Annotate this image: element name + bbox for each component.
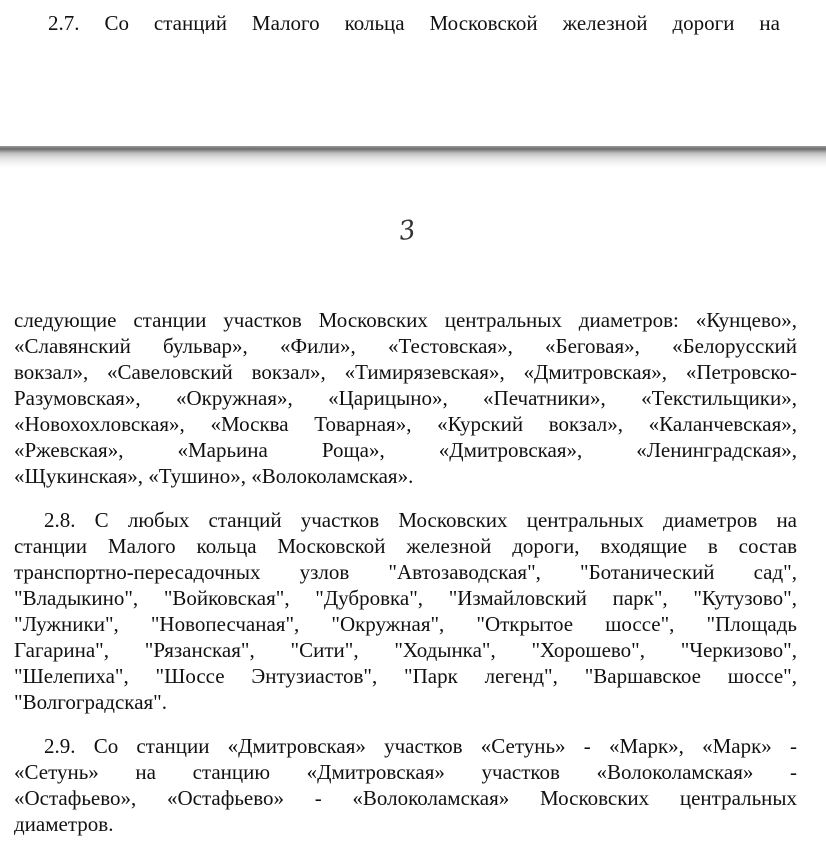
text-line: станции Малого кольца Московской железной дороги, входящие в состав xyxy=(14,534,797,558)
text-line: Гагарина", "Рязанская", "Сити", "Ходынка", "Хорошево", "Черкизово", xyxy=(14,638,797,662)
text-line: «Сетунь» на станцию «Дмитровская» участков «Волоколамская» - xyxy=(14,760,797,784)
text-line: "Лужники", "Новопесчаная", "Окружная", "Открытое шоссе", "Площадь xyxy=(14,612,797,636)
text-line: Разумовская», «Окружная», «Царицыно», «Печатники», «Текстильщики», xyxy=(14,386,797,410)
text-line: транспортно-пересадочных узлов "Автозаводская", "Ботанический сад", xyxy=(14,560,797,584)
text-line: «Новохохловская», «Москва Товарная», «Курский вокзал», «Каланчевская», xyxy=(14,412,797,436)
text-line: 2.8. С любых станций участков Московских центральных диаметров на xyxy=(44,508,797,532)
text-line: «Славянский бульвар», «Фили», «Тестовская», «Беговая», «Белорусский xyxy=(14,334,797,358)
text-line: "Шелепиха", "Шоссе Энтузиастов", "Парк легенд", "Варшавское шоссе", xyxy=(14,664,797,688)
text-line: «Щукинская», «Тушино», «Волоколамская». xyxy=(14,464,414,488)
text-line: "Владыкино", "Войковская", "Дубровка", "Измайловский парк", "Кутузово", xyxy=(14,586,797,610)
text-line: вокзал», «Савеловский вокзал», «Тимирязевская», «Дмитровская», «Петровско- xyxy=(14,360,797,384)
text-line: диаметров. xyxy=(14,812,114,836)
text-line: "Волгоградская". xyxy=(14,690,167,714)
text-line: «Остафьево», «Остафьево» - «Волоколамская» Московских центральных xyxy=(14,786,797,810)
page-separator xyxy=(0,146,826,168)
text-line: следующие станции участков Московских центральных диаметров: «Кунцево», xyxy=(14,308,797,332)
document-page-2 xyxy=(0,168,826,843)
document-page-1 xyxy=(0,0,826,146)
text-line: 2.9. Со станции «Дмитровская» участков «Сетунь» - «Марк», «Марк» - xyxy=(44,734,797,758)
text-line: «Ржевская», «Марьина Роща», «Дмитровская», «Ленинградская», xyxy=(14,438,797,462)
page-number: 3 xyxy=(396,214,418,248)
paragraph-2-7-opening-line: 2.7. Со станций Малого кольца Московской железной дороги на xyxy=(48,11,780,35)
